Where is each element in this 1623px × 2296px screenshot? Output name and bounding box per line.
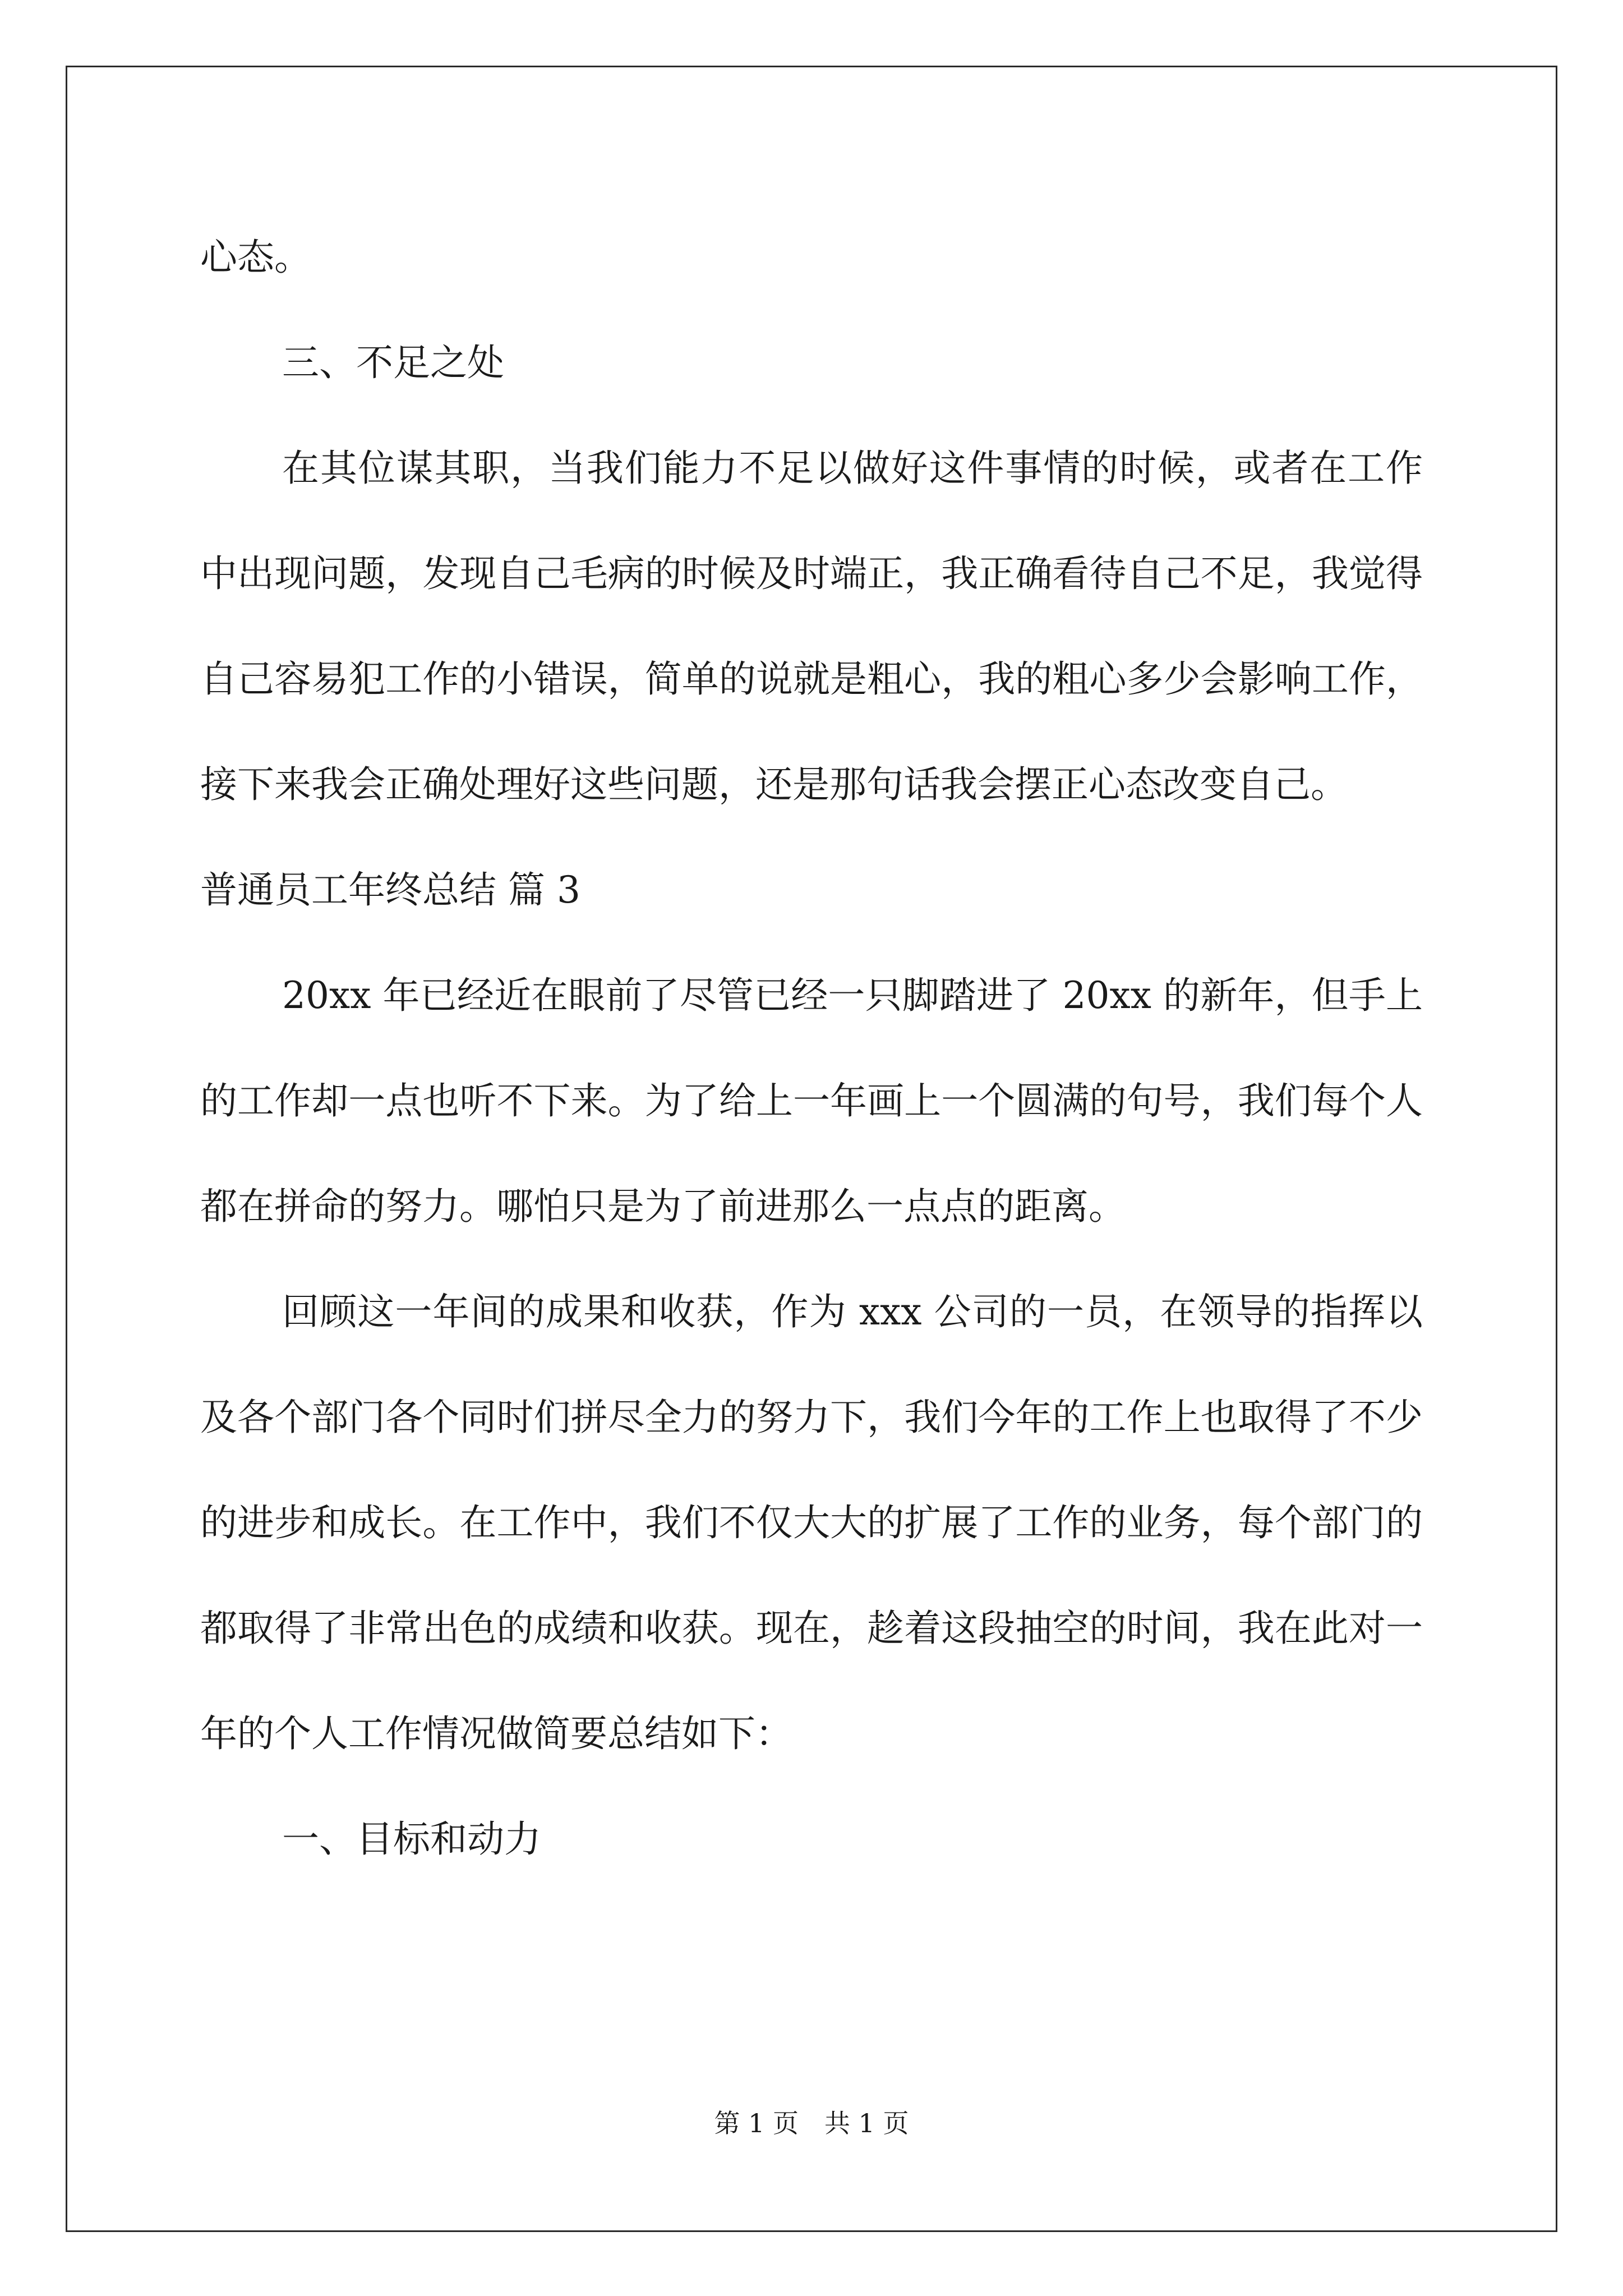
document-body (200, 205, 1423, 1892)
article-title: 普通员工年终总结 篇 3 (200, 868, 580, 912)
page-total: 共 1 页 (824, 2108, 909, 2138)
paragraph-4: 回顾这一年间的成果和收获，作为 xxx 公司的一员，在领导的指挥以及各个部门各个同时们拼尽全力的努力下，我们今年的工作上也取得了不少的进步和成长。在工作中，我们不仅大大的扩展了工作的业务，每个部门的都取得了非常出色的成绩和收获。现在，趁着这段抽空的时间，我在此对一年的个人工作情况做简要总结如下： (200, 1290, 1423, 1755)
paragraph-1: 心态。 (200, 236, 311, 279)
page-footer (0, 2106, 1623, 2140)
paragraph-3: 20xx 年已经近在眼前了尽管已经一只脚踏进了 20xx 的新年，但手上的工作却一点也听不下来。为了给上一年画上一个圆满的句号，我们每个人都在拼命的努力。哪怕只是为了前进那么一点点的距离。 (200, 974, 1423, 1228)
paragraph-2: 在其位谋其职，当我们能力不足以做好这件事情的时候，或者在工作中出现问题，发现自己毛病的时候及时端正，我正确看待自己不足，我觉得自己容易犯工作的小错误，简单的说就是粗心，我的粗心多少会影响工作，接下来我会正确处理好这些问题，还是那句话我会摆正心态改变自己。 (200, 447, 1423, 806)
page-number: 第 1 页 (714, 2108, 799, 2138)
section-heading-shortcomings: 三、不足之处 (282, 341, 504, 384)
section-heading-goals: 一、目标和动力 (282, 1818, 541, 1861)
